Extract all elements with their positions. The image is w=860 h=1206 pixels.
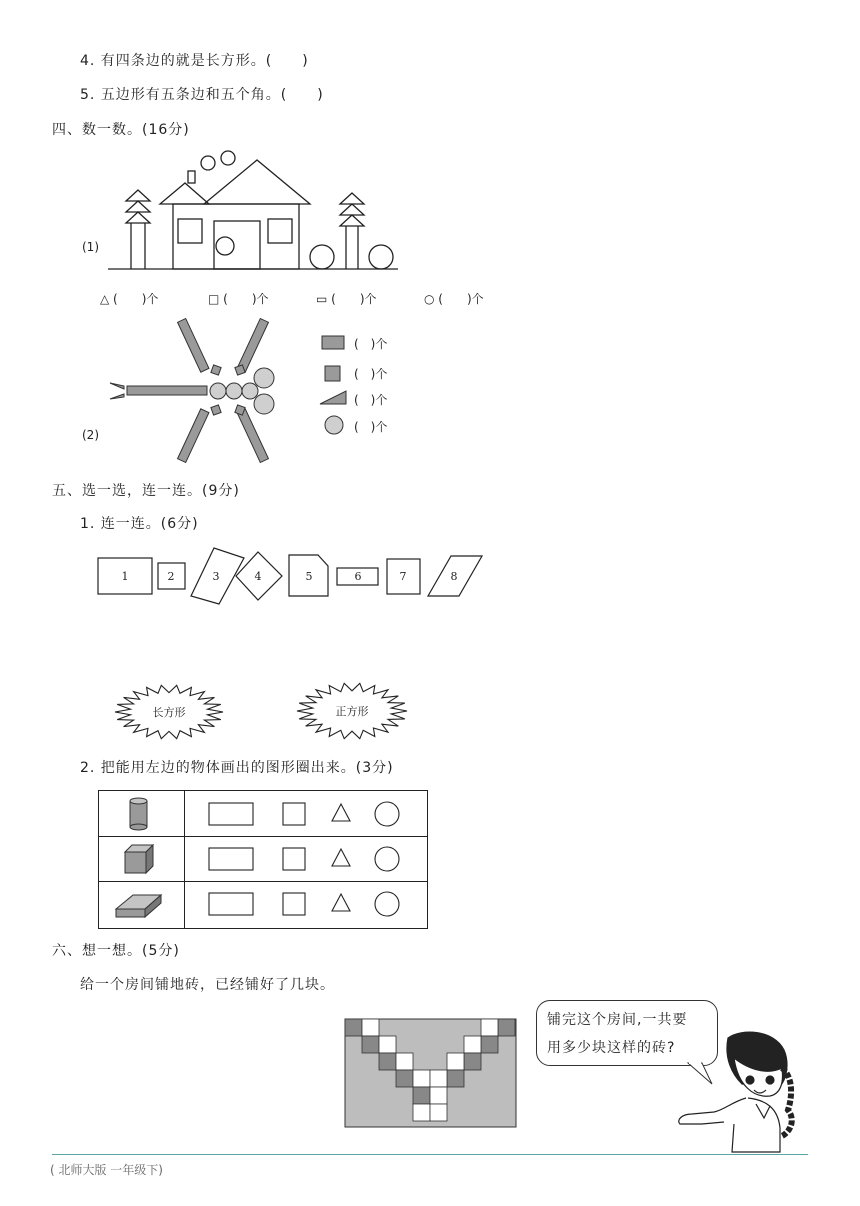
floor-tile — [430, 1087, 447, 1104]
answer-shapes-row-1 — [207, 799, 407, 829]
floor-tile — [464, 1053, 481, 1070]
dragonfly-figure — [108, 318, 278, 463]
burst-label-square: 正方形 — [335, 705, 369, 718]
shape-number-2: 2 — [167, 570, 175, 583]
shape-number-8: 8 — [450, 570, 458, 583]
count-triangle: △ ( )个 — [100, 292, 159, 306]
floor-tile — [430, 1070, 447, 1087]
count-dragonfly-square: ( )个 — [354, 367, 388, 381]
floor-tile — [447, 1070, 464, 1087]
answer-shapes-row-2 — [207, 844, 407, 874]
floor-tile — [481, 1036, 498, 1053]
answer-shapes-row-3 — [207, 889, 407, 919]
burst-label-rectangle: 长方形 — [152, 706, 186, 719]
shape-number-5: 5 — [305, 570, 313, 583]
section-5-sub2: 2. 把能用左边的物体画出的图形圈出来。(3分) — [80, 760, 394, 776]
floor-tile — [498, 1019, 515, 1036]
floor-tile — [464, 1036, 481, 1053]
floor-tile — [362, 1019, 379, 1036]
shape-number-1: 1 — [121, 570, 129, 583]
count-dragonfly-rectangle: ( )个 — [354, 337, 388, 351]
count-dragonfly-triangle: ( )个 — [354, 393, 388, 407]
girl-illustration — [662, 1028, 812, 1152]
count-square: □ ( )个 — [208, 292, 269, 306]
count-dragonfly-circle: ( )个 — [354, 420, 388, 434]
burst-square — [296, 682, 408, 740]
section-4-title: 四、数一数。(16分) — [52, 122, 190, 138]
floor-tile — [345, 1019, 362, 1036]
footer-divider — [52, 1154, 808, 1155]
burst-rectangle — [114, 684, 224, 740]
speech-line-2: 用多少块这样的砖? — [547, 1040, 676, 1056]
section-5-sub1: 1. 连一连。(6分) — [80, 516, 199, 532]
floor-tile — [396, 1053, 413, 1070]
speech-line-1: 铺完这个房间,一共要 — [547, 1012, 688, 1028]
floor-tile — [481, 1019, 498, 1036]
footer-text: ( 北师大版 一年级下) — [50, 1163, 163, 1177]
shape-number-4: 4 — [254, 570, 262, 583]
shape-number-3: 3 — [212, 570, 220, 583]
floor-tile — [413, 1087, 430, 1104]
shapes-to-connect — [96, 546, 486, 602]
floor-tile-figure — [345, 1019, 517, 1129]
section-6-title: 六、想一想。(5分) — [52, 943, 180, 959]
floor-tile — [447, 1053, 464, 1070]
floor-tile — [413, 1104, 430, 1121]
question-5: 5. 五边形有五条边和五个角。( ) — [80, 87, 324, 103]
shape-number-6: 6 — [354, 570, 362, 583]
section-5-title: 五、选一选，连一连。(9分) — [52, 483, 240, 499]
part-2-label: (2) — [82, 428, 99, 442]
floor-tile — [396, 1070, 413, 1087]
floor-tile — [430, 1104, 447, 1121]
floor-tile — [413, 1070, 430, 1087]
cuboid-icon — [115, 893, 163, 919]
cylinder-icon — [127, 797, 151, 831]
floor-tile — [362, 1036, 379, 1053]
table-divider — [184, 791, 185, 928]
count-circle: ○ ( )个 — [424, 292, 484, 306]
part-1-label: (1) — [82, 240, 99, 254]
cube-icon — [123, 843, 155, 875]
floor-tile — [379, 1036, 396, 1053]
count-legend-shapes — [320, 334, 350, 434]
floor-tile — [379, 1053, 396, 1070]
shape-number-7: 7 — [399, 570, 407, 583]
object-shape-table — [98, 790, 428, 929]
house-scene-figure — [108, 148, 403, 273]
count-rectangle: ▭ ( )个 — [316, 292, 377, 306]
question-4: 4. 有四条边的就是长方形。( ) — [80, 53, 309, 69]
section-6-text: 给一个房间铺地砖，已经铺好了几块。 — [80, 977, 335, 993]
